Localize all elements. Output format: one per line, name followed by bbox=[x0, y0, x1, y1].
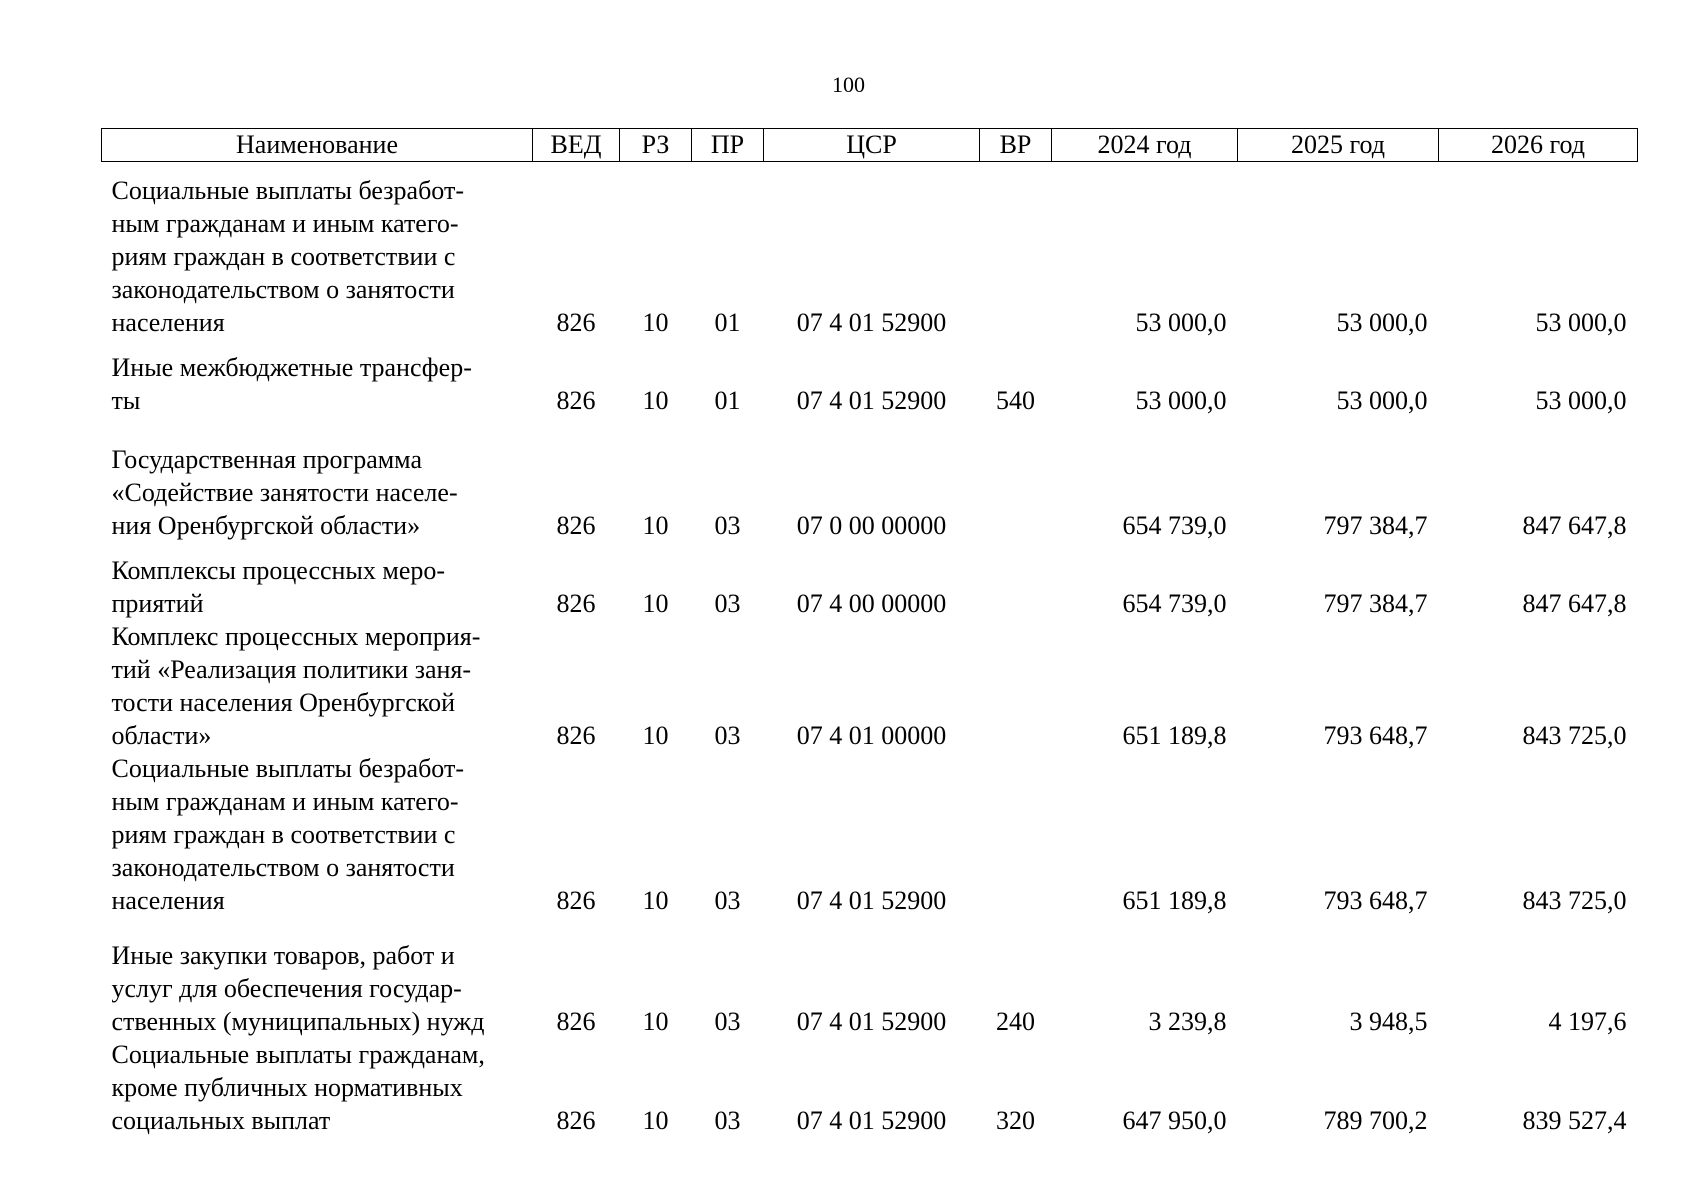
row-2024: 654 739,0 bbox=[1122, 589, 1227, 618]
row-name: Комплексы процессных меро- приятий bbox=[111, 556, 446, 618]
row-2025: 797 384,7 bbox=[1323, 589, 1428, 618]
row-name: Социальные выплаты безработ- ным гражданам и иным катего- риям граждан в соответствии с законодательством о занятости населения bbox=[111, 176, 464, 337]
row-vr: 320 bbox=[996, 1106, 1035, 1135]
table-row bbox=[102, 917, 1638, 1038]
row-ved: 826 bbox=[556, 886, 596, 915]
row-ved: 826 bbox=[556, 1007, 596, 1036]
row-vr: 240 bbox=[996, 1007, 1035, 1036]
row-vr bbox=[980, 417, 1052, 542]
row-name: Социальные выплаты безработ- ным гражданам и иным катего- риям граждан в соответствии с законодательством о занятости населения bbox=[111, 754, 464, 915]
row-csr: 07 4 01 52900 bbox=[796, 1007, 947, 1036]
row-rz: 10 bbox=[642, 721, 669, 750]
header-vr: ВР bbox=[980, 129, 1052, 162]
table-row bbox=[102, 417, 1638, 542]
row-csr: 07 4 01 52900 bbox=[796, 308, 947, 337]
row-2026: 4 197,6 bbox=[1548, 1007, 1627, 1036]
header-csr: ЦСР bbox=[764, 129, 980, 162]
row-pr: 03 bbox=[714, 1106, 741, 1135]
row-name: Комплекс процессных мероприя- тий «Реализация политики заня- тости населения Оренбургской области» bbox=[111, 622, 481, 750]
row-2025: 53 000,0 bbox=[1336, 386, 1428, 415]
row-vr bbox=[980, 162, 1052, 340]
row-name: Государственная программа «Содействие занятости населе- ния Оренбургской области» bbox=[111, 445, 458, 540]
row-2024: 651 189,8 bbox=[1122, 886, 1227, 915]
table-body bbox=[102, 162, 1638, 1138]
row-2026: 843 725,0 bbox=[1522, 886, 1627, 915]
row-ved: 826 bbox=[556, 721, 596, 750]
row-rz: 10 bbox=[642, 886, 669, 915]
row-csr: 07 4 01 00000 bbox=[796, 721, 947, 750]
header-pr: ПР bbox=[692, 129, 764, 162]
row-rz: 10 bbox=[642, 1007, 669, 1036]
row-2026: 847 647,8 bbox=[1522, 511, 1627, 540]
row-2026: 839 527,4 bbox=[1522, 1106, 1627, 1135]
row-ved: 826 bbox=[556, 589, 596, 618]
row-csr: 07 4 01 52900 bbox=[796, 886, 947, 915]
row-pr: 01 bbox=[714, 308, 741, 337]
row-2024: 3 239,8 bbox=[1148, 1007, 1227, 1036]
header-row bbox=[102, 129, 1638, 162]
table-row bbox=[102, 339, 1638, 417]
row-ved: 826 bbox=[556, 1106, 596, 1135]
row-name: Иные межбюджетные трансфер- ты bbox=[111, 353, 472, 415]
row-vr: 540 bbox=[996, 386, 1035, 415]
row-2024: 651 189,8 bbox=[1122, 721, 1227, 750]
row-2025: 797 384,7 bbox=[1323, 511, 1428, 540]
header-2025: 2025 год bbox=[1238, 129, 1439, 162]
row-vr bbox=[980, 752, 1052, 917]
row-pr: 03 bbox=[714, 721, 741, 750]
row-2024: 647 950,0 bbox=[1122, 1106, 1227, 1135]
row-2025: 53 000,0 bbox=[1336, 308, 1428, 337]
row-rz: 10 bbox=[642, 511, 669, 540]
row-rz: 10 bbox=[642, 386, 669, 415]
table-row bbox=[102, 542, 1638, 620]
row-csr: 07 4 01 52900 bbox=[796, 386, 947, 415]
row-2025: 793 648,7 bbox=[1323, 721, 1428, 750]
row-pr: 03 bbox=[714, 589, 741, 618]
budget-table bbox=[101, 128, 1638, 1137]
row-ved: 826 bbox=[556, 386, 596, 415]
row-ved: 826 bbox=[556, 511, 596, 540]
row-2026: 53 000,0 bbox=[1535, 386, 1627, 415]
table-row bbox=[102, 620, 1638, 752]
row-2026: 53 000,0 bbox=[1535, 308, 1627, 337]
table-header bbox=[102, 129, 1638, 162]
row-2024: 53 000,0 bbox=[1135, 308, 1227, 337]
row-name: Социальные выплаты гражданам, кроме публичных нормативных социальных выплат bbox=[111, 1040, 485, 1135]
row-2025: 789 700,2 bbox=[1323, 1106, 1428, 1135]
row-rz: 10 bbox=[642, 589, 669, 618]
row-vr bbox=[980, 620, 1052, 752]
row-name: Иные закупки товаров, работ и услуг для обеспечения государ- ственных (муниципальных) нужд bbox=[111, 941, 485, 1036]
header-name: Наименование bbox=[102, 129, 533, 162]
header-2026: 2026 год bbox=[1439, 129, 1638, 162]
row-rz: 10 bbox=[642, 308, 669, 337]
row-pr: 03 bbox=[714, 886, 741, 915]
row-pr: 03 bbox=[714, 511, 741, 540]
row-2026: 847 647,8 bbox=[1522, 589, 1627, 618]
page-number: 100 bbox=[832, 72, 865, 97]
row-pr: 01 bbox=[714, 386, 741, 415]
table-row bbox=[102, 1038, 1638, 1137]
row-2024: 53 000,0 bbox=[1135, 386, 1227, 415]
row-2025: 793 648,7 bbox=[1323, 886, 1428, 915]
row-rz: 10 bbox=[642, 1106, 669, 1135]
row-2024: 654 739,0 bbox=[1122, 511, 1227, 540]
row-ved: 826 bbox=[556, 308, 596, 337]
header-ved: ВЕД bbox=[533, 129, 620, 162]
table-row bbox=[102, 162, 1638, 340]
row-csr: 07 4 00 00000 bbox=[796, 589, 947, 618]
row-pr: 03 bbox=[714, 1007, 741, 1036]
row-vr bbox=[980, 542, 1052, 620]
table-row bbox=[102, 752, 1638, 917]
header-rz: РЗ bbox=[620, 129, 692, 162]
row-2026: 843 725,0 bbox=[1522, 721, 1627, 750]
row-csr: 07 0 00 00000 bbox=[796, 511, 947, 540]
row-csr: 07 4 01 52900 bbox=[796, 1106, 947, 1135]
row-2025: 3 948,5 bbox=[1349, 1007, 1428, 1036]
header-2024: 2024 год bbox=[1052, 129, 1238, 162]
